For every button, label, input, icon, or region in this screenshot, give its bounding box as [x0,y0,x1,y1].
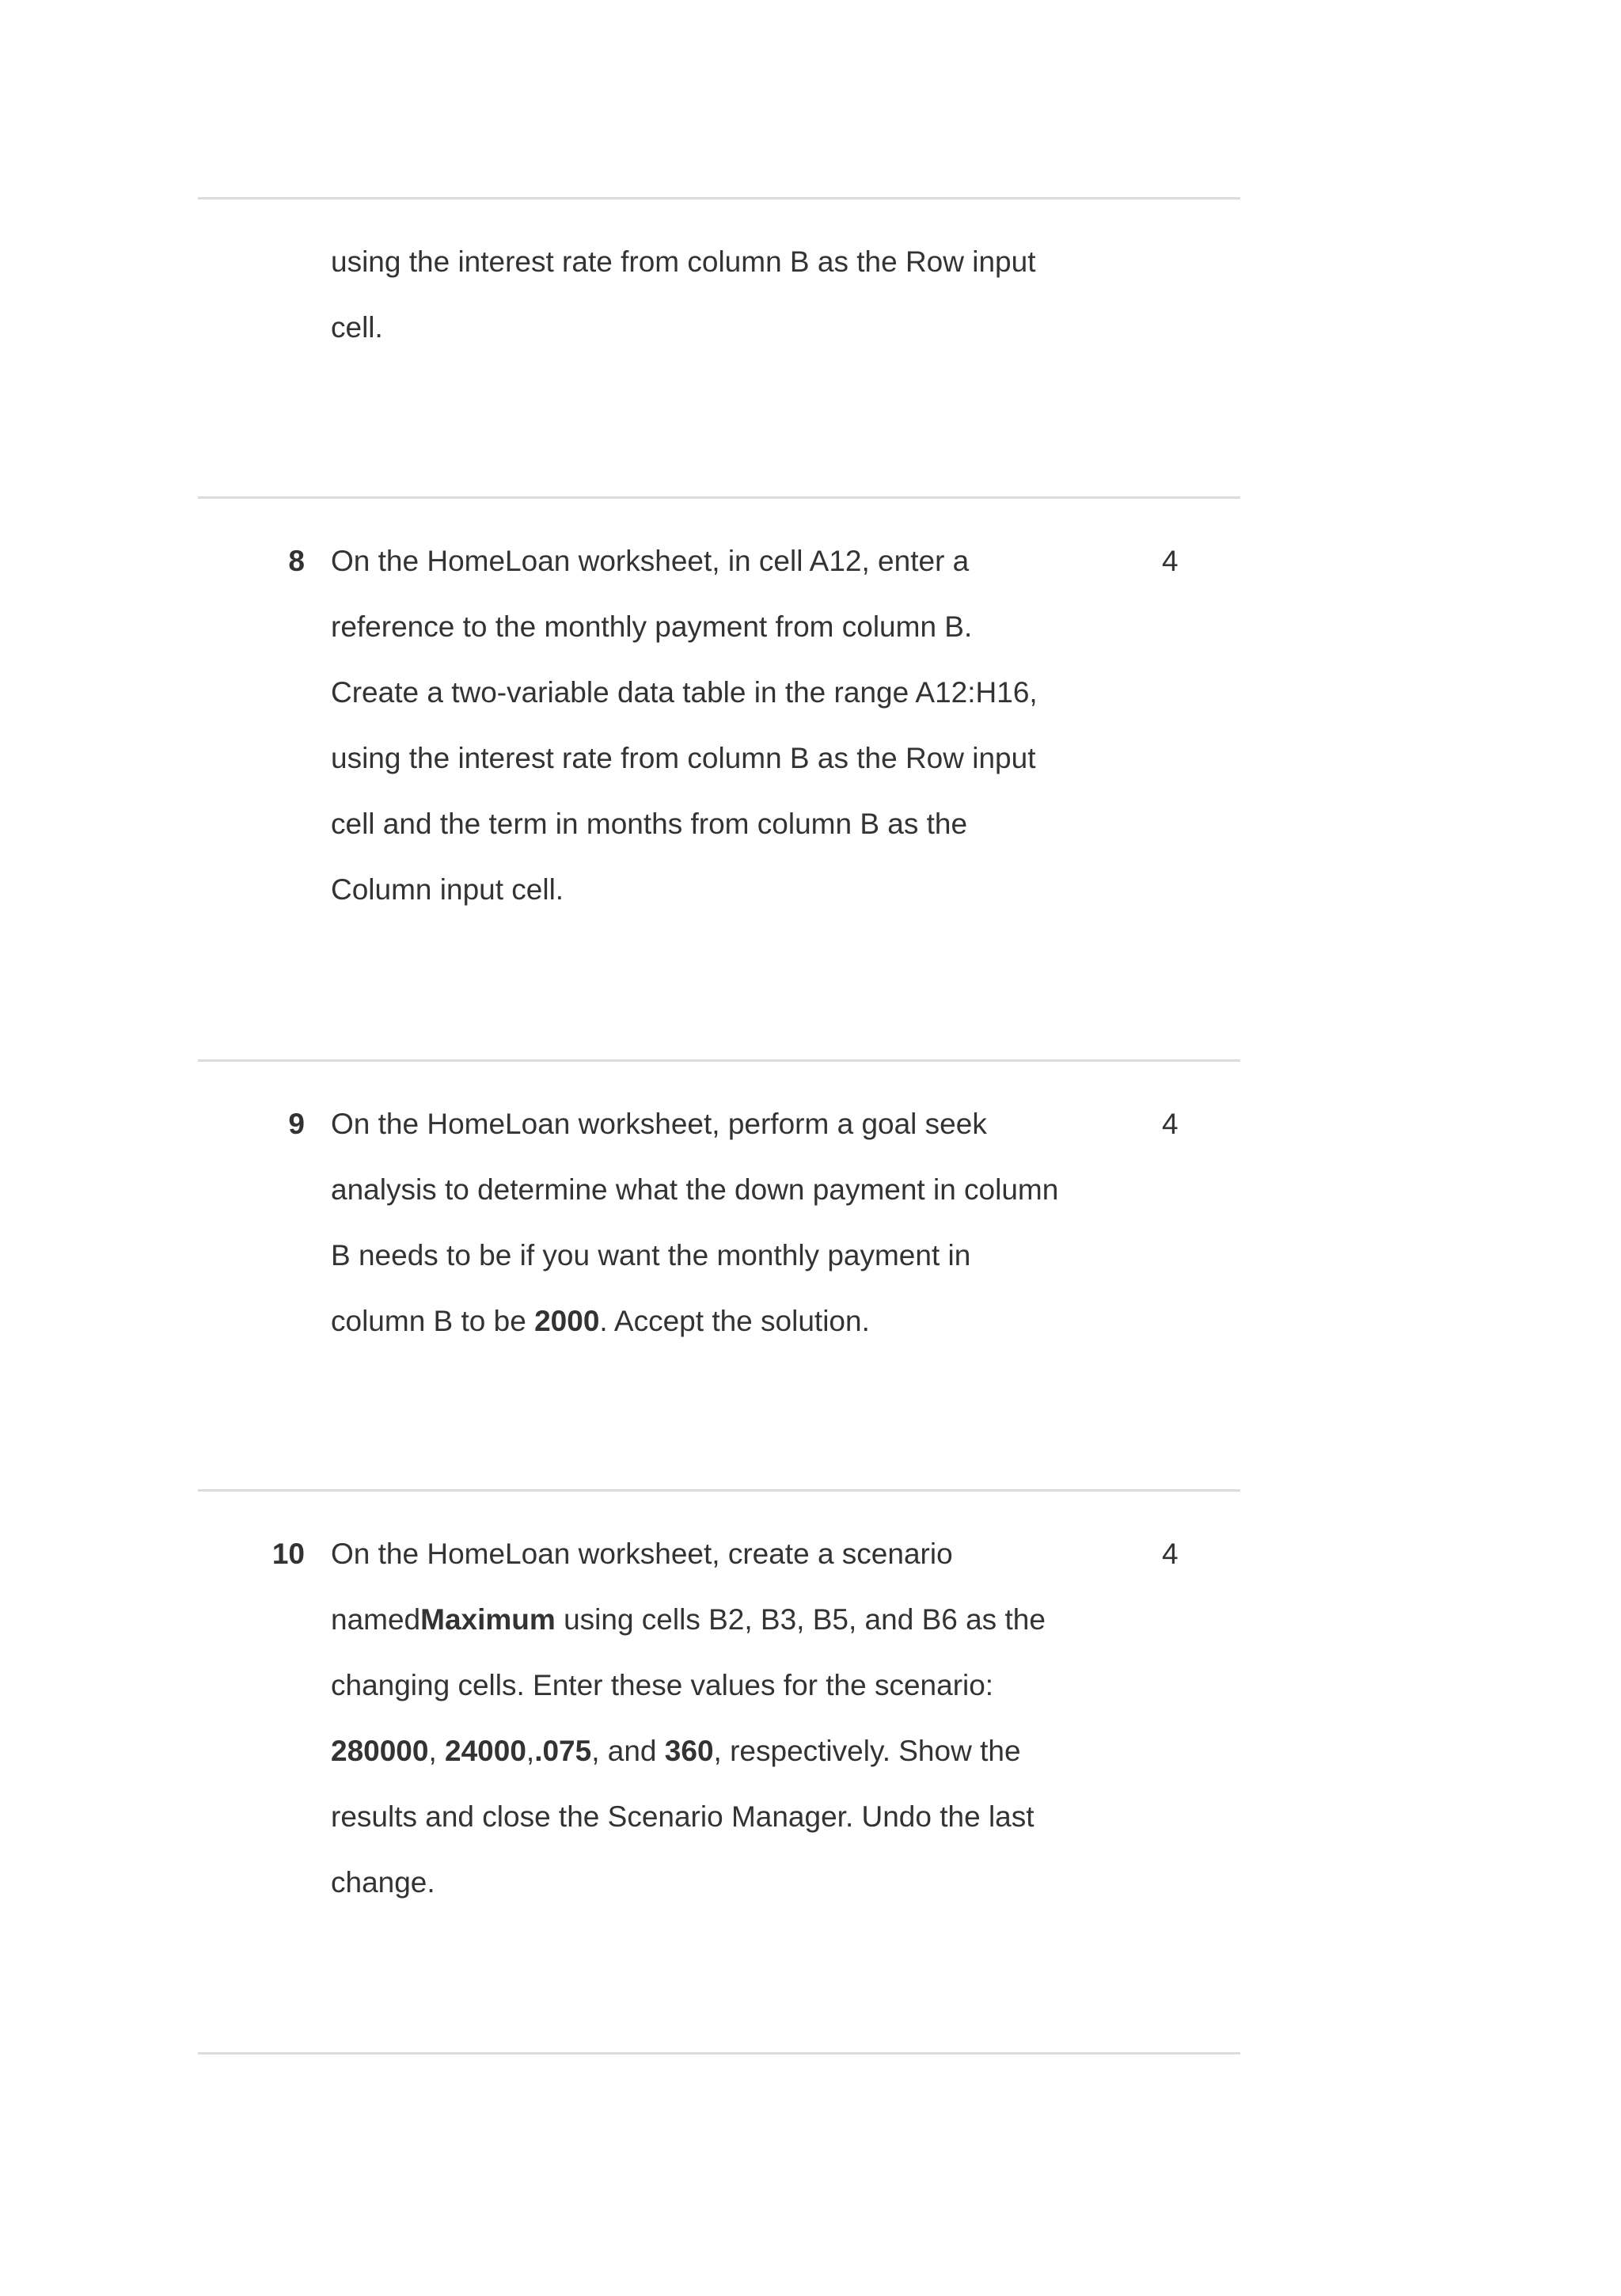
task-number: 10 [271,1538,305,1570]
table-divider [198,496,1240,499]
task-number: 9 [288,1108,305,1140]
task-description: On the HomeLoan worksheet, in cell A12, enter a reference to the monthly payment from column B. Create a two-variable data table in the range A12:H16, using the interest rate from column B as the Row input cell and the term in months from column B as the Column input cell. [331,545,1038,906]
task-description: On the HomeLoan worksheet, perform a goal seek analysis to determine what the down payment in column B needs to be if you want the monthly payment in column B to be 2000. Accept the solution. [331,1108,1059,1337]
table-divider [198,197,1240,200]
scenario-value: 280000 [331,1735,429,1767]
table-divider [198,2052,1240,2055]
task-description: using the interest rate from column B as the Row input cell. [331,245,1036,344]
goal-value: 2000 [534,1305,600,1337]
scenario-name: Maximum [420,1603,556,1636]
task-points: 4 [1162,1108,1179,1140]
scenario-value: .075 [534,1735,592,1767]
scenario-value: 360 [664,1735,714,1767]
scenario-value: 24000 [445,1735,526,1767]
table-divider [198,1489,1240,1492]
task-description: On the HomeLoan worksheet, create a scenario namedMaximum using cells B2, B3, B5, and B6 as the changing cells. Enter these values for the scenario: 280000, 24000,.075, and 360, respectively. Show the results and close the Scenario Manager. Undo the last change. [331,1538,1046,1899]
task-points: 4 [1162,1538,1179,1570]
task-points: 4 [1162,545,1179,577]
table-divider [198,1059,1240,1062]
task-number: 8 [288,545,305,577]
